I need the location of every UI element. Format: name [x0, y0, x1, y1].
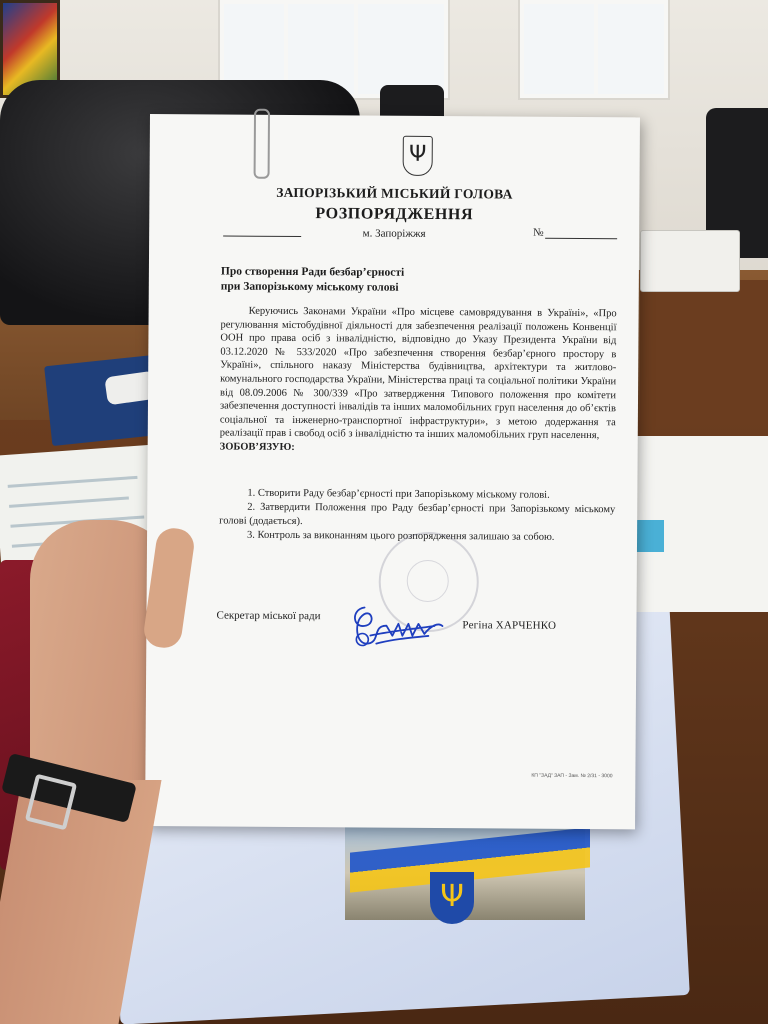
- paper-clip: [254, 109, 270, 179]
- preamble: [220, 304, 617, 456]
- document-title: [221, 264, 481, 296]
- side-desk: [640, 280, 768, 430]
- number-label: №: [533, 226, 544, 239]
- preamble-text: Керуючись Законами України «Про місцеве самоврядування в Україні», «Про регулювання містобудівної діяльності для забезпечення реалізації положень Конвенції ООН про права осіб з інвалідністю, відповідно до Указу Президента України від 03.12.2020 № 533/2020 «Про забезпечення створення безбар’єрного простору в Україні», спільного наказу Міністерства будівництва, архітектури та житлово-комунального господарства України, Міністерства праці та соціальної політики України від 08.09.2006 № 300/339 «Про затвердження Типового положення про комітети забезпечення доступності інвалідів та інших маломобільних груп населення до об’єктів соціальної та інженерно-транспортної інфраструктури», з метою додержання та реалізації прав і свобод осіб з інвалідністю та інших маломобільних груп населення,: [219, 305, 617, 442]
- trident-icon: Ψ: [403, 136, 433, 176]
- window-right: [520, 0, 668, 98]
- decision-item: 3. Контроль за виконанням цього розпорядження залишаю за собою.: [247, 529, 555, 544]
- title-line: Про створення Ради безбар’єрності: [220, 265, 405, 279]
- trident-icon: Ψ: [430, 872, 474, 924]
- signer-role: Секретар міської ради: [216, 609, 321, 623]
- handwritten-signature: [346, 595, 446, 660]
- decision-item: 2. Затвердити Положення про Раду безбар’єрності при Запорізькому міському голові (додається).: [219, 502, 616, 527]
- city: м. Запоріжжя: [362, 227, 426, 240]
- print-code: КП "ЗАД" ЗАП - Зам. № 2/31 - 3000: [531, 772, 613, 780]
- document-page: [145, 114, 640, 829]
- org-name: ЗАПОРІЗЬКИЙ МІСЬКИЙ ГОЛОВА: [276, 184, 513, 202]
- binder: [640, 230, 740, 292]
- doc-type: РОЗПОРЯДЖЕННЯ: [315, 205, 474, 224]
- decision-word: ЗОБОВ’ЯЗУЮ:: [219, 441, 295, 453]
- decision-item: 1. Створити Раду безбар’єрності при Запорізькому міському голові.: [247, 487, 550, 501]
- title-line: при Запорізькому міському голові: [220, 280, 399, 294]
- signer-name: Регіна ХАРЧЕНКО: [462, 619, 557, 632]
